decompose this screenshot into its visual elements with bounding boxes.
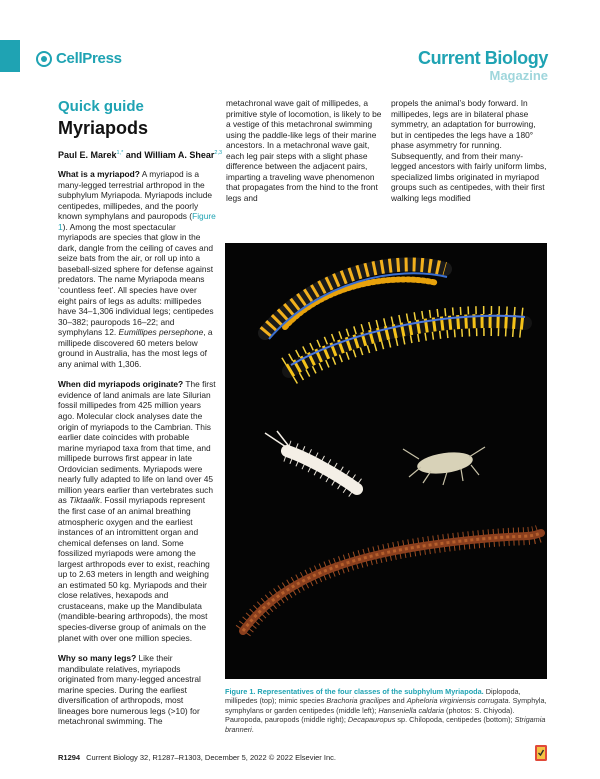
- brand-color-tab: [0, 40, 20, 72]
- cellpress-icon: [36, 51, 52, 67]
- paragraph-symmetry: propels the animal’s body forward. In millipedes, legs are in bilateral phase symmetry, an adaptation for burrowing, but in centipedes the legs have a 180° phase asymmetry for running. Subsequently, and from their many-legged ancestors with fairly uniform limbs, specialized limbs originated in myriapod groups such as centipedes, with their first walking legs modified: [391, 98, 547, 203]
- body-text: A myriapod is a many-legged terrestrial arthropod in the subphylum Myriapoda. Myriapods include centipedes, millipedes, and the poorly known symphylans and pauropods (: [58, 169, 213, 222]
- author-marek[interactable]: Paul E. Marek: [58, 150, 117, 160]
- taxon-name: Tiktaalik: [69, 495, 100, 506]
- text-column-1: [58, 169, 216, 737]
- body-text: Like their mandibulate relatives, myriapods originated from many-legged ancestral marine species. During the earliest diversification of arthropods, most lineages bore numerous legs (>10) for metachronal swimming. The: [58, 653, 201, 727]
- paragraph-legs: [58, 653, 216, 727]
- caption-text: and: [390, 696, 407, 706]
- caption-species: Apheloria virginiensis corrugata: [406, 696, 509, 706]
- caption-text: (photos: S. Chiyoda). Pauropoda, pauropods (middle right);: [225, 705, 515, 725]
- caption-species: Hanseniella caldaria: [378, 705, 445, 715]
- figure-1-photo: [225, 243, 547, 679]
- body-text: ). Among the most spectacular myriapods are species that glow in the dark, dangle from the ceiling of caves and seize bats from the air, or roll up into a baseball-sized sphere for defense against predators. The name Myriapoda means ‘countless feet’. All species have over eight pairs of legs as adults: millipedes have 34–1,306 individual legs; centipedes 30–382; pauropods 16–22; and symphylans 12.: [58, 221, 214, 338]
- journal-title[interactable]: Current Biology: [417, 48, 548, 68]
- body-text: . Fossil myriapods represent the first case of an animal breathing atmospheric oxygen and the earliest instances of an intromittent organ and chemical defenses on land. Some fossilized myriapods were among the largest arthropods ever to exist, reaching up to 2.63 meters in length and weighing an estimated 50 kg. Myriapods and their close relatives, hexapods and crustaceans, make up the Mandibulata (mandible-bearing arthropods), the most species-diverse group of animals on the planet with over one million species.: [58, 495, 210, 643]
- caption-title: Figure 1. Representatives of the four classes of the subphylum Myriapoda.: [225, 687, 484, 696]
- text-column-3: [391, 98, 547, 213]
- article-title: Myriapods: [58, 118, 149, 138]
- species-name: Eumillipes persephone: [118, 327, 204, 338]
- body-text: , a millipede discovered 60 meters below ground in Australia, has the most legs of any animal with 1,306.: [58, 327, 213, 369]
- text-column-2: [226, 98, 382, 213]
- paragraph-what-is: [58, 169, 216, 369]
- page-footer: [58, 753, 336, 762]
- caption-text: .: [251, 724, 254, 734]
- author-shear-affil[interactable]: 2,3: [214, 150, 223, 156]
- cellpress-name: CellPress: [56, 50, 122, 67]
- paragraph-gait: metachronal wave gait of millipedes, a primitive style of locomotion, is likely to be a vestige of this metachronal swimming using the paddle-like legs of their marine ancestors. In a metachronal wave gait, each leg pair steps with a slight phase difference between the adjacent pairs, imparting a traveling wave phenomenon that propagates from the hind to the front legs and: [226, 98, 382, 203]
- myriapod-illustration: [225, 243, 547, 679]
- author-shear[interactable]: William A. Shear: [144, 150, 215, 160]
- article-type: Quick guide: [58, 98, 144, 115]
- author-line: [58, 150, 222, 160]
- journal-header: [418, 48, 548, 83]
- author-conjunction: and: [125, 150, 142, 160]
- caption-species: Strigamia branneri: [225, 715, 546, 734]
- figure-1-caption: [225, 687, 547, 734]
- question-what-is: What is a myriapod?: [58, 169, 140, 179]
- caption-species: Decapauropus: [347, 715, 396, 725]
- journal-section: Magazine: [489, 68, 548, 83]
- question-legs: Why so many legs?: [58, 653, 137, 664]
- author-marek-affil[interactable]: 1,*: [116, 150, 124, 156]
- question-origin: When did myriapods originate?: [58, 379, 184, 390]
- caption-species: Brachoria gracilipes: [326, 696, 391, 706]
- paragraph-origin: [58, 379, 216, 643]
- crossmark-icon[interactable]: [535, 745, 547, 761]
- citation: Current Biology 32, R1287–R1303, December 5, 2022 © 2022 Elsevier Inc.: [86, 753, 336, 762]
- caption-text: sp. Chilopoda, centipedes (bottom);: [395, 715, 515, 725]
- caption-text: . Symphyla, symphylans or garden centipedes (middle left);: [225, 696, 547, 715]
- cellpress-logo[interactable]: [36, 50, 122, 67]
- body-text: The first evidence of land animals are late Silurian fossil millipedes from 425 million years ago. Molecular clock analyses date the origin of myriapods to the Cambrian. This earlier date coincides with probable marine myriapod taxa from that time, and millipede burrows first appear in late Ordovician sediments. Myriapods were nearly fully adapted to life on land over 45 million years earlier than vertebrates such as: [58, 379, 216, 506]
- figure-1-link[interactable]: Figure 1: [58, 211, 216, 232]
- caption-text: Diplopoda, millipedes (top); mimic species: [225, 687, 521, 706]
- page-number: R1294: [58, 753, 81, 762]
